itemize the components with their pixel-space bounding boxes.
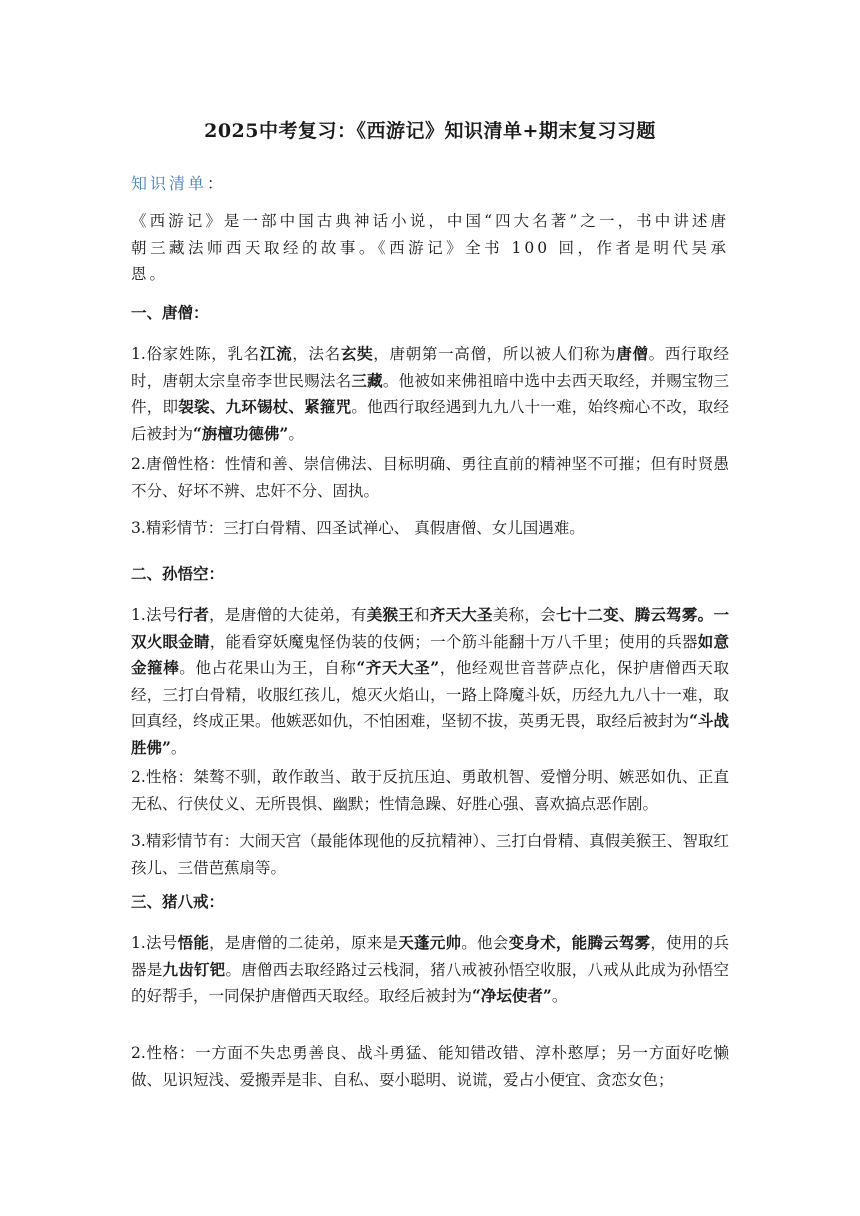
text-run: 。唐僧西去取经路过云栈洞，猪八戒被孙悟空收服，八戒从此成为孙悟空的好帮手，一同保护唐僧西天取经。取经后被封为 bbox=[131, 960, 729, 1005]
text-run: ，法名 bbox=[292, 345, 341, 363]
text-run: ，是唐僧的大徒弟，有 bbox=[209, 606, 367, 624]
sun-paragraph-2: 2.性格：桀骜不驯，敢作敢当、敢于反抗压迫、勇敢机智、爱憎分明、嫉恶如仇、正直无私、行侠仗义、无所畏惧、幽默；性情急躁、好胜心强、喜欢搞点恶作剧。 bbox=[131, 768, 729, 813]
zhu-paragraph-2: 2.性格：一方面不失忠勇善良、战斗勇猛、能知错改错、淳朴憨厚；另一方面好吃懒做、见识短浅、爱搬弄是非、自私、耍小聪明、说谎，爱占小便宜、贪恋女色； bbox=[131, 1044, 729, 1089]
bold-run: 美猴王 bbox=[366, 605, 414, 624]
text-run: ，能看穿妖魔鬼怪伪装的伎俩；一个筋斗能翻十万八千里；使用的兵器 bbox=[209, 632, 698, 651]
bold-run: “齐天大圣” bbox=[356, 658, 440, 677]
zhu-heading bbox=[131, 889, 224, 915]
text-run: 。 bbox=[288, 424, 304, 443]
tang-paragraph-1 bbox=[131, 341, 729, 447]
text-run: ，使用的兵器是 bbox=[131, 934, 729, 979]
bold-run: 唐僧 bbox=[616, 344, 649, 363]
bold-run: 行者 bbox=[177, 605, 210, 624]
bold-run: 江流 bbox=[259, 344, 293, 363]
bold-run: “斗战胜佛” bbox=[131, 711, 729, 757]
text-run: 1.法号 bbox=[131, 606, 178, 624]
bold-run: “旃檀功德佛” bbox=[193, 423, 289, 443]
text-run: ，唐朝第一高僧，所以被人们称为 bbox=[373, 345, 617, 363]
bold-run: 悟能 bbox=[177, 933, 210, 952]
bold-run: “净坛使者” bbox=[472, 986, 552, 1005]
knowledge-label-colon: ： bbox=[207, 174, 227, 193]
tang-heading-text: 一、唐僧： bbox=[131, 303, 209, 322]
bold-run: 如意金箍棒 bbox=[131, 631, 729, 677]
text-run: ，是唐僧的二徒弟，原来是 bbox=[209, 934, 399, 952]
sun-heading-text: 二、孙悟空： bbox=[131, 564, 225, 583]
text-run: 和 bbox=[413, 606, 430, 624]
bold-run: 三藏 bbox=[351, 370, 383, 390]
bold-run: 天蓬元帅 bbox=[398, 933, 462, 952]
tang-paragraph-3: 3.精彩情节：三打白骨精、四圣试禅心、 真假唐僧、女儿国遇难。 bbox=[131, 519, 585, 537]
text-run: 。他会 bbox=[461, 934, 509, 952]
text-run: 美称，会 bbox=[492, 606, 556, 624]
text-run: ，他经观世音菩萨点化，保护唐僧西天取经，三打白骨精，收服红孩儿，熄灭火焰山，一路上降魔斗妖，历经九九八十一难，取回真经，终成正果。他嫉恶如仇，不怕困难，坚韧不拔，英勇无畏，取经后被封为 bbox=[131, 659, 729, 730]
zhu-heading-text: 三、猪八戒： bbox=[131, 892, 225, 911]
sun-heading bbox=[131, 561, 224, 587]
text-run: 。西行取经时，唐朝太宗皇帝李世民赐法名 bbox=[131, 345, 729, 390]
tang-heading bbox=[131, 300, 209, 326]
text-run: 1.俗家姓陈，乳名 bbox=[131, 345, 260, 363]
bold-run: 变身术，能腾云驾雾 bbox=[508, 933, 651, 952]
knowledge-list-label bbox=[131, 171, 226, 194]
sun-paragraph-3: 3.精彩情节有：大闹天宫（最能体现他的反抗精神）、三打白骨精、真假美猴王、智取红孩儿、三借芭蕉扇等。 bbox=[131, 832, 729, 877]
bold-run: 九齿钉钯 bbox=[162, 959, 226, 979]
text-run: 。 bbox=[170, 738, 187, 757]
document-title: 2025中考复习：《西游记》知识清单+期末复习习题 bbox=[204, 120, 656, 142]
intro-paragraph: 《西游记》是一部中国古典神话小说，中国“四大名著”之一，书中讲述唐朝三藏法师西天取经的故事。《西游记》全书 100 回，作者是明代吴承恩。 bbox=[131, 212, 729, 283]
text-run: 。他西行取经遇到九九八十一难，始终痴心不改，取经后被封为 bbox=[131, 398, 729, 443]
tang-paragraph-2: 2.唐僧性格：性情和善、崇信佛法、目标明确、勇往直前的精神坚不可摧；但有时贤愚不分、好坏不辨、忠奸不分、固执。 bbox=[131, 455, 729, 500]
sun-paragraph-1 bbox=[131, 602, 729, 761]
bold-run: 齐天大圣 bbox=[429, 605, 493, 624]
zhu-paragraph-1 bbox=[131, 930, 729, 1010]
text-run: 。 bbox=[551, 987, 568, 1005]
bold-run: 玄奘 bbox=[340, 344, 374, 363]
bold-run: 七十二变、腾云驾雾。一双火眼金睛 bbox=[131, 605, 729, 651]
text-run: 1.法号 bbox=[131, 934, 178, 952]
knowledge-label-text: 知识清单 bbox=[131, 174, 208, 193]
bold-run: 袈裟、九环锡杖、紧箍咒 bbox=[178, 397, 352, 416]
text-run: 。他被如来佛祖暗中选中去西天取经，并赐宝物三件，即 bbox=[131, 371, 729, 416]
text-run: 。他占花果山为王，自称 bbox=[179, 659, 357, 677]
